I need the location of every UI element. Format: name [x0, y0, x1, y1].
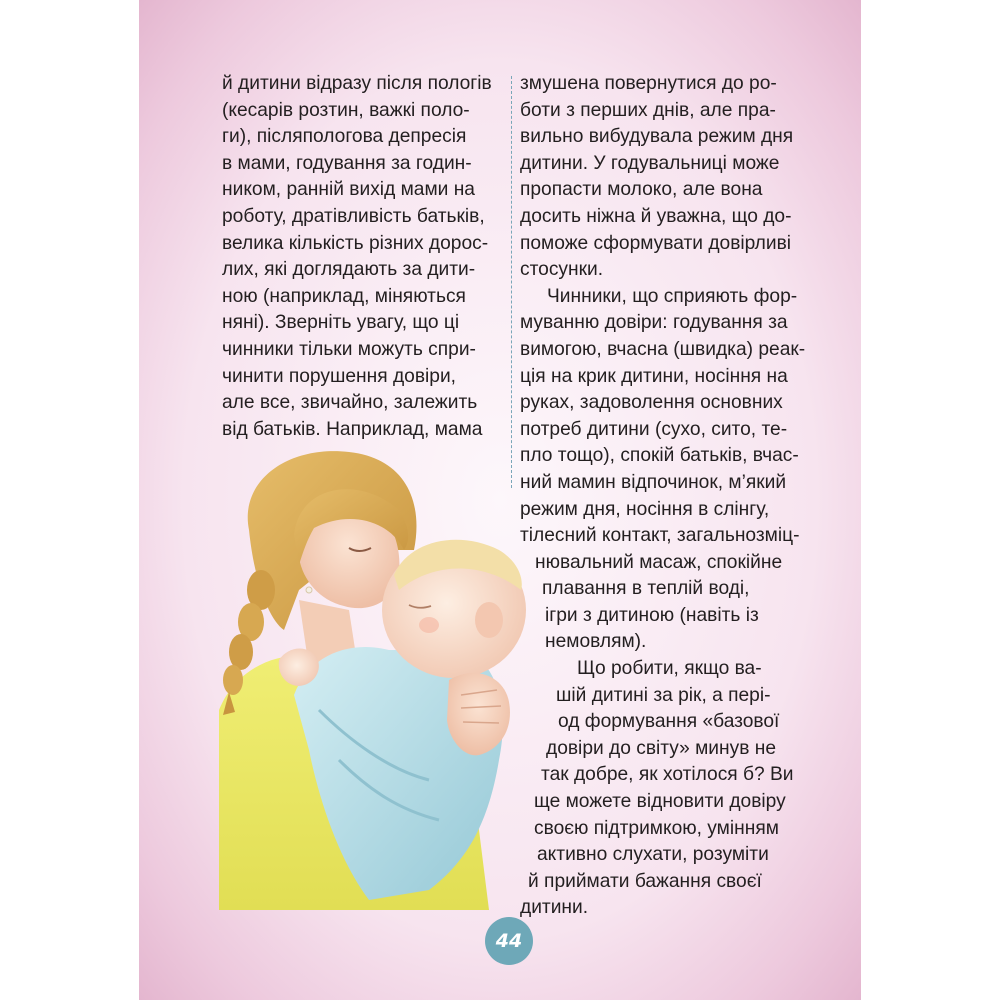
text-line: вимогою, вчасна (швидка) реак-: [520, 338, 806, 360]
text-line: роботу, дратівливість батьків,: [222, 205, 485, 227]
text-line: шій дитині за рік, а пері-: [556, 684, 771, 706]
text-line: й приймати бажання своєї: [528, 870, 762, 892]
text-line: дитини.: [520, 897, 589, 919]
text-line: Що робити, якщо ва-: [577, 658, 762, 680]
baby-head: [382, 540, 526, 678]
text-line: велика кількість різних дорос-: [222, 232, 489, 254]
text-line: няні). Зверніть увагу, що ці: [222, 312, 460, 334]
text-line: але все, звичайно, залежить: [222, 392, 478, 414]
text-line: активно слухати, розуміти: [537, 844, 769, 866]
text-line: досить ніжна й уважна, що до-: [520, 205, 792, 227]
text-line: немовлям).: [545, 631, 647, 653]
text-line: пропасти молоко, але вона: [520, 179, 763, 201]
text-line: пло тощо), спокій батьків, вчас-: [520, 445, 799, 467]
text-line: руках, задоволення основних: [520, 392, 783, 414]
book-page: [139, 0, 861, 1000]
text-line: муванню довіри: годування за: [520, 312, 788, 334]
text-line: ником, ранній вихід мами на: [222, 179, 475, 201]
text-line: й дитини відразу після пологів: [222, 73, 492, 94]
text-line: довіри до світу» минув не: [546, 737, 776, 759]
text-line: Чинники, що сприяють фор-: [547, 285, 798, 307]
text-line: поможе сформувати довірливі: [520, 232, 792, 254]
text-line: ний мамин відпочинок, м’який: [520, 471, 787, 493]
text-line: ною (наприклад, міняються: [222, 285, 466, 307]
column-divider: [511, 76, 512, 488]
text-line: ція на крик дитини, носіння на: [520, 365, 788, 387]
text-line: чинники тільки можуть спри-: [222, 338, 476, 360]
text-line: чинити порушення довіри,: [222, 365, 456, 387]
text-line: ігри з дитиною (навіть із: [545, 604, 759, 626]
text-line: ги), післяпологова депресія: [222, 126, 467, 148]
text-line: змушена повернутися до ро-: [520, 73, 777, 94]
text-line: від батьків. Наприклад, мама: [222, 418, 483, 440]
text-line: лих, які доглядають за дити-: [222, 259, 476, 281]
text-line: в мами, годування за годин-: [222, 152, 472, 174]
text-line: плавання в теплій воді,: [542, 578, 750, 600]
mother-earring: [306, 587, 312, 593]
text-line: так добре, як хотілося б? Ви: [541, 764, 794, 786]
text-line: тілесний контакт, загальнозміц-: [520, 525, 800, 547]
text-line: своєю підтримкою, умінням: [534, 817, 779, 839]
text-line: вильно вибудувала режим дня: [520, 126, 794, 148]
text-line: дитини. У годувальниці може: [520, 152, 780, 174]
text-line: боти з перших днів, але пра-: [520, 99, 776, 121]
text-line: режим дня, носіння в слінгу,: [520, 498, 770, 520]
text-line: потреб дитини (сухо, сито, те-: [520, 418, 788, 440]
text-column-right: [520, 71, 805, 922]
text-line: стосунки.: [520, 259, 604, 281]
page-number-badge: 44: [485, 917, 533, 965]
text-line: од формування «базової: [558, 711, 780, 733]
text-column-left: [222, 71, 492, 443]
text-line: ще можете відновити довіру: [534, 791, 786, 813]
text-line: (кесарів розтин, важкі поло-: [222, 99, 470, 121]
text-line: нювальний масаж, спокійне: [535, 551, 783, 573]
